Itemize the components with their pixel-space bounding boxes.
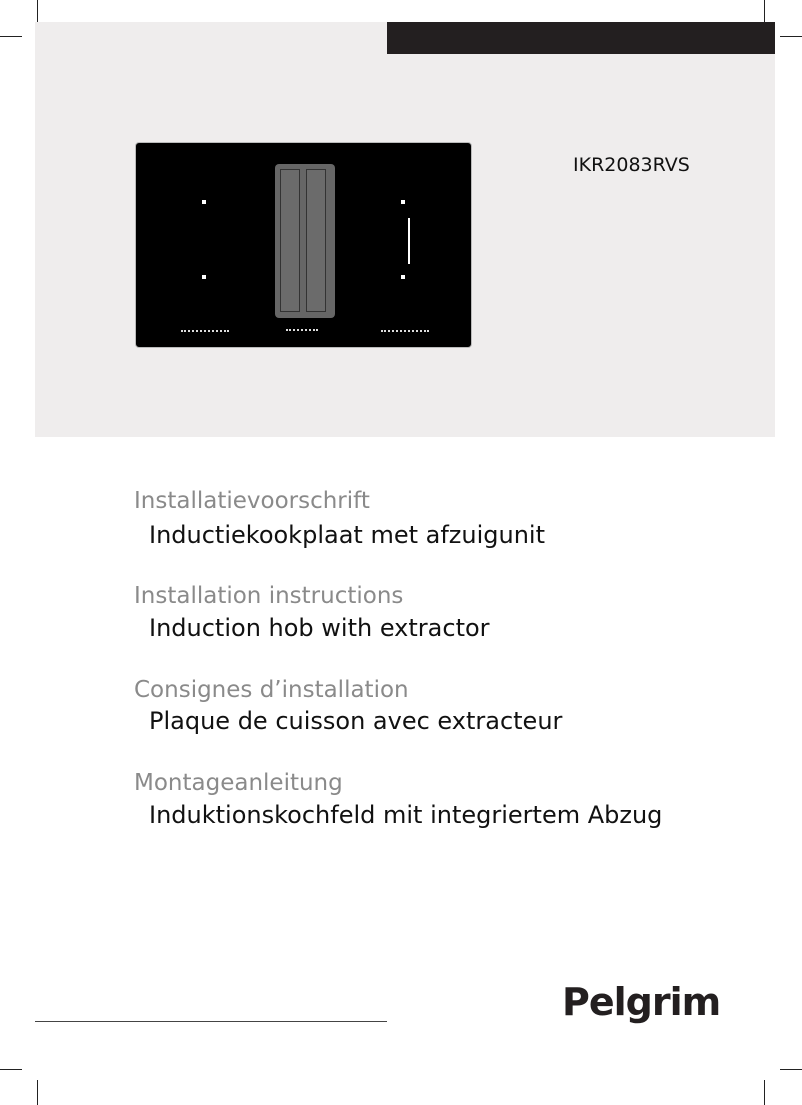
- flex-zone-line: [408, 218, 410, 264]
- footer-rule: [35, 1021, 387, 1022]
- zone-marker: [202, 200, 206, 204]
- crop-mark: [764, 1080, 765, 1105]
- crop-mark: [37, 0, 38, 22]
- header-bar: [387, 22, 775, 54]
- subtitle-en: Induction hob with extractor: [149, 614, 490, 642]
- zone-marker: [202, 275, 206, 279]
- model-number: IKR2083RVS: [573, 154, 690, 176]
- hob-product-image: [135, 142, 472, 348]
- heading-nl: Installatievoorschrift: [134, 488, 370, 514]
- grille-slot: [280, 169, 300, 312]
- heading-fr: Consignes d’installation: [134, 677, 409, 703]
- subtitle-de: Induktionskochfeld mit integriertem Abzug: [149, 801, 663, 829]
- touch-controls-center: [286, 329, 318, 331]
- extractor-grille: [275, 164, 335, 318]
- grille-slot: [306, 169, 326, 312]
- subtitle-nl: Inductiekookplaat met afzuigunit: [149, 521, 545, 549]
- crop-mark: [0, 36, 22, 37]
- crop-mark: [0, 1069, 22, 1070]
- zone-marker: [401, 200, 405, 204]
- heading-en: Installation instructions: [134, 583, 404, 609]
- heading-de: Montageanleitung: [134, 770, 343, 796]
- brand-logo: Pelgrim: [562, 980, 721, 1024]
- touch-controls-right: [381, 330, 429, 332]
- subtitle-fr: Plaque de cuisson avec extracteur: [149, 707, 563, 735]
- touch-controls-left: [181, 330, 229, 332]
- zone-marker: [401, 275, 405, 279]
- crop-mark: [780, 1069, 802, 1070]
- crop-mark: [780, 36, 802, 37]
- crop-mark: [764, 0, 765, 22]
- crop-mark: [37, 1080, 38, 1105]
